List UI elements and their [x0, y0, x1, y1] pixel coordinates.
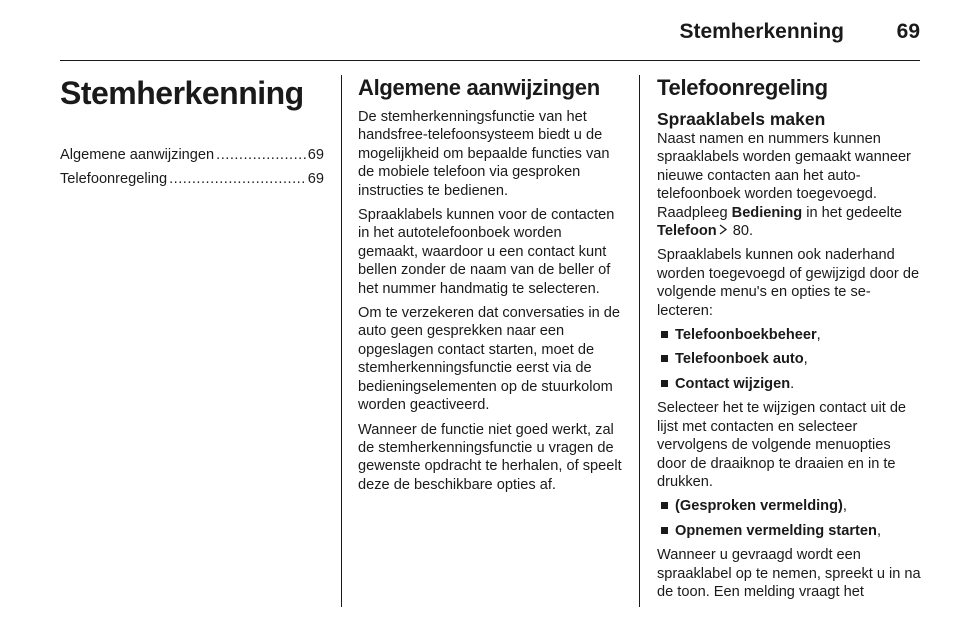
page-reference: 80. [728, 223, 754, 240]
paragraph-intro [657, 130, 921, 240]
page-reference-arrow-icon [718, 222, 728, 240]
toc-entry-algemene[interactable] [60, 144, 324, 166]
toc-entry-label: Algemene aanwijzingen [60, 147, 215, 163]
menu-term: (Gesproken vermelding) [675, 498, 843, 515]
punctuation: , [803, 351, 808, 368]
bullet-item [657, 326, 921, 344]
column-divider-2 [639, 75, 640, 607]
toc-entry-page: 69 [307, 171, 324, 187]
paragraph: Spraaklabels kunnen voor de contacten in het autotelefoonboek worden gemaakt, waardoor u een contact kunt bellen zonder de naam van de beller of het nummer handmatig te selecteren. [358, 207, 615, 297]
bold-term-bediening: Bediening [731, 204, 803, 221]
punctuation: , [816, 327, 821, 344]
chapter-title: Stemherkenning [60, 75, 304, 111]
table-of-contents [60, 144, 324, 190]
bullet-square-icon [661, 380, 668, 387]
bullet-item [657, 350, 921, 368]
bullet-item [657, 522, 921, 540]
menu-term: Telefoonboek auto [675, 351, 804, 368]
menu-term: Contact wijzigen [675, 375, 791, 392]
paragraph: Om te verzekeren dat conversaties in de auto geen gesprekken naar een opgeslagen contact starten, moet de stemherkenningsfunctie eerst via de bedieningselementen op de stuurkolom worden geactiveerd. [358, 305, 621, 414]
section-heading-telefoonregeling: Telefoonregeling [657, 75, 828, 100]
running-title: Stemherkenning [679, 20, 844, 43]
bullet-item [657, 497, 921, 515]
paragraph: De stemherkenningsfunctie van het handsfree-telefoonsysteem biedt u de mogelijkheid om bepaalde functies van de mobiele telefoon via gesproken instructies te bedienen. [358, 109, 610, 199]
bold-term-telefoon: Telefoon [657, 223, 717, 240]
paragraph: Spraaklabels kunnen ook naderhand worden toegevoegd of gewijzigd door de volgende menu's en opties te selecteren: [657, 247, 920, 319]
menu-term: Telefoonboekbeheer [675, 327, 817, 344]
subheading-spraaklabels: Spraaklabels maken [657, 109, 826, 129]
bullet-square-icon [661, 527, 668, 534]
column-general-info [358, 74, 622, 500]
paragraph: Wanneer u gevraagd wordt een spraaklabel op te nemen, spreekt u in na de toon. Een melding vraagt het [657, 547, 921, 600]
column-divider-1 [341, 75, 342, 607]
text: in het gedeelte [802, 204, 903, 221]
column-toc [60, 74, 324, 192]
bullet-item [657, 375, 921, 393]
page-number: 69 [896, 20, 920, 43]
bullet-square-icon [661, 502, 668, 509]
toc-entry-page: 69 [307, 147, 324, 163]
bullet-square-icon [661, 355, 668, 362]
paragraph: Wanneer de functie niet goed werkt, zal de stemherkenningsfunctie u vragen de gewenste opdracht te herhalen, of speelt deze de beschikbare opties af. [358, 421, 622, 493]
toc-leader-dots [216, 144, 306, 166]
toc-entry-label: Telefoonregeling [60, 171, 168, 187]
menu-term: Opnemen vermelding starten [675, 522, 877, 539]
punctuation: . [790, 375, 795, 392]
bullet-square-icon [661, 331, 668, 338]
column-phone-control [657, 74, 921, 607]
punctuation: , [876, 522, 881, 539]
punctuation: , [842, 498, 847, 515]
paragraph: Selecteer het te wijzigen contact uit de lijst met contacten en selecteer vervolgens de volgende menuopties door de draaiknop te draaien en in te drukken. [657, 400, 907, 490]
toc-entry-telefoonregeling[interactable] [60, 168, 324, 190]
toc-leader-dots [169, 168, 306, 190]
page-header [60, 18, 920, 61]
text: Naast namen en nummers kunnen spraaklabels worden gemaakt wanneer nieuwe contacten aan het autotelefoonboek worden toegevoegd. Raadpleeg [657, 131, 911, 221]
section-heading-algemene: Algemene aanwijzingen [358, 75, 600, 100]
